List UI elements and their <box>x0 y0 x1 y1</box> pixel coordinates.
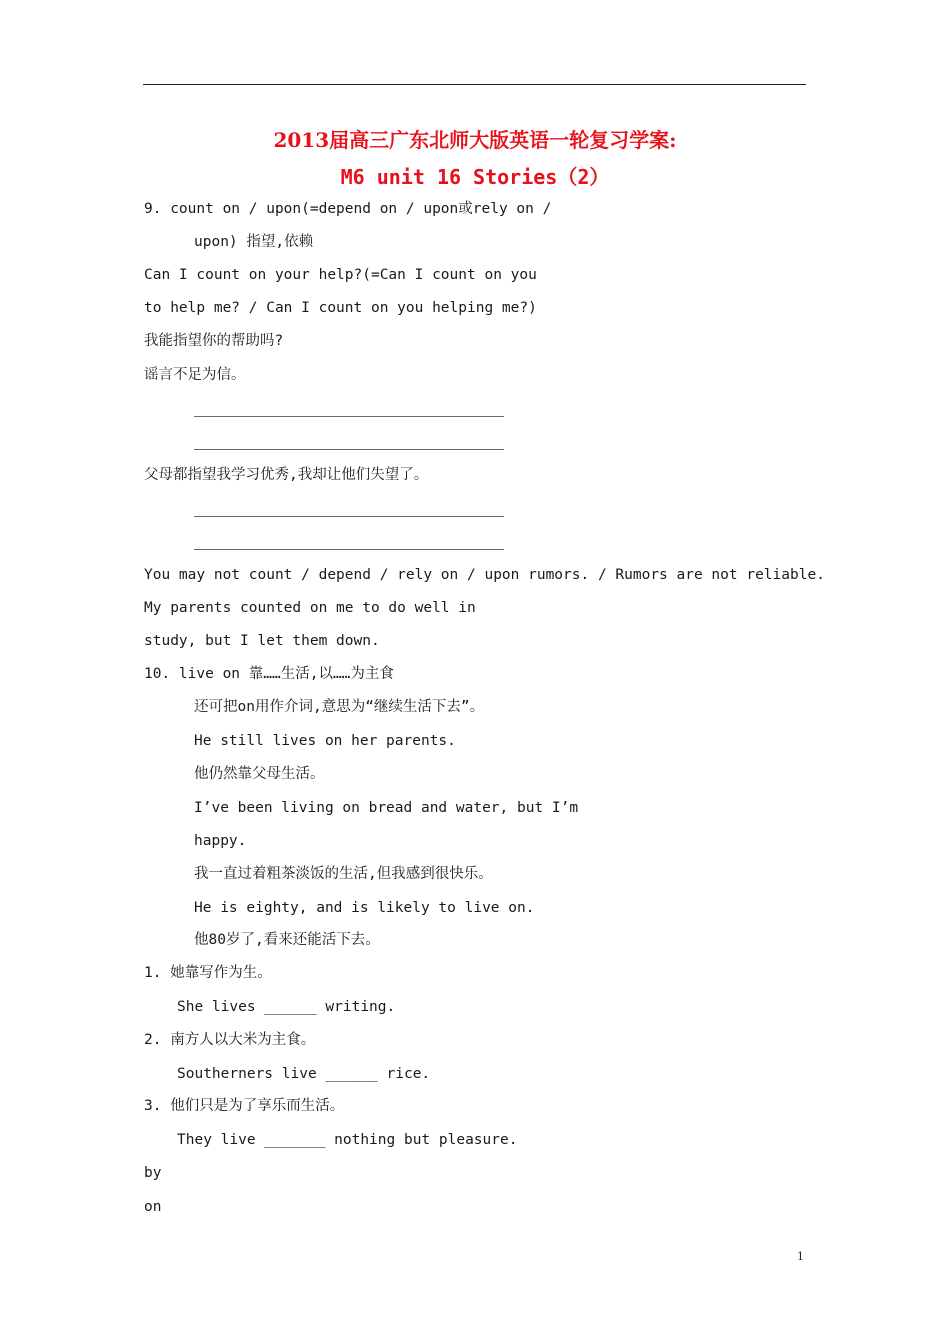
exercise-prompt: 谣言不足为信。 <box>144 367 246 383</box>
answer-line: My parents counted on me to do well in <box>144 600 476 616</box>
example-line: He still lives on her parents. <box>194 733 456 749</box>
item-9-heading: 9. count on / upon(=depend on / upon或rely on / <box>144 201 552 217</box>
example-line: Can I count on your help?(=Can I count on you <box>144 267 537 283</box>
example-line: to help me? / Can I count on you helping me?) <box>144 300 537 316</box>
answer-line: You may not count / depend / rely on / upon rumors. / Rumors are not reliable. <box>144 567 825 583</box>
exercise-prompt: 父母都指望我学习优秀,我却让他们失望了。 <box>144 467 429 483</box>
example-line: He is eighty, and is likely to live on. <box>194 900 535 916</box>
item-9-meaning: upon) 指望,依赖 <box>194 234 314 250</box>
translation-line: 他仍然靠父母生活。 <box>194 766 325 782</box>
answer-line: study, but I let them down. <box>144 633 380 649</box>
example-line: I’ve been living on bread and water, but I’m <box>194 800 579 816</box>
answer-blank <box>194 549 504 550</box>
translation-line: 他80岁了,看来还能活下去。 <box>194 932 380 948</box>
translation-line: 我能指望你的帮助吗? <box>144 333 284 349</box>
page-number: 1 <box>797 1248 804 1263</box>
example-line: happy. <box>194 833 247 849</box>
exercise-item-2: 2. 南方人以大米为主食。 <box>144 1032 316 1048</box>
answer-blank <box>194 449 504 450</box>
answer-blank <box>194 516 504 517</box>
answer-key-line: on <box>144 1199 162 1215</box>
exercise-sentence-1: She lives ______ writing. <box>177 999 396 1015</box>
item-10-heading: 10. live on 靠……生活,以……为主食 <box>144 666 394 682</box>
exercise-item-3: 3. 他们只是为了享乐而生活。 <box>144 1098 345 1114</box>
note-line: 还可把on用作介词,意思为“继续生活下去”。 <box>194 699 485 715</box>
doc-title-line1: 2013届高三广东北师大版英语一轮复习学案: <box>273 128 677 152</box>
doc-title-line2: M6 unit 16 Stories（2） <box>340 165 610 189</box>
answer-key-line: by <box>144 1165 162 1181</box>
translation-line: 我一直过着粗茶淡饭的生活,但我感到很快乐。 <box>194 866 493 882</box>
header-rule <box>143 84 806 85</box>
exercise-item-1: 1. 她靠写作为生。 <box>144 965 272 981</box>
exercise-sentence-3: They live _______ nothing but pleasure. <box>177 1132 518 1148</box>
exercise-sentence-2: Southerners live ______ rice. <box>177 1066 431 1082</box>
answer-blank <box>194 416 504 417</box>
